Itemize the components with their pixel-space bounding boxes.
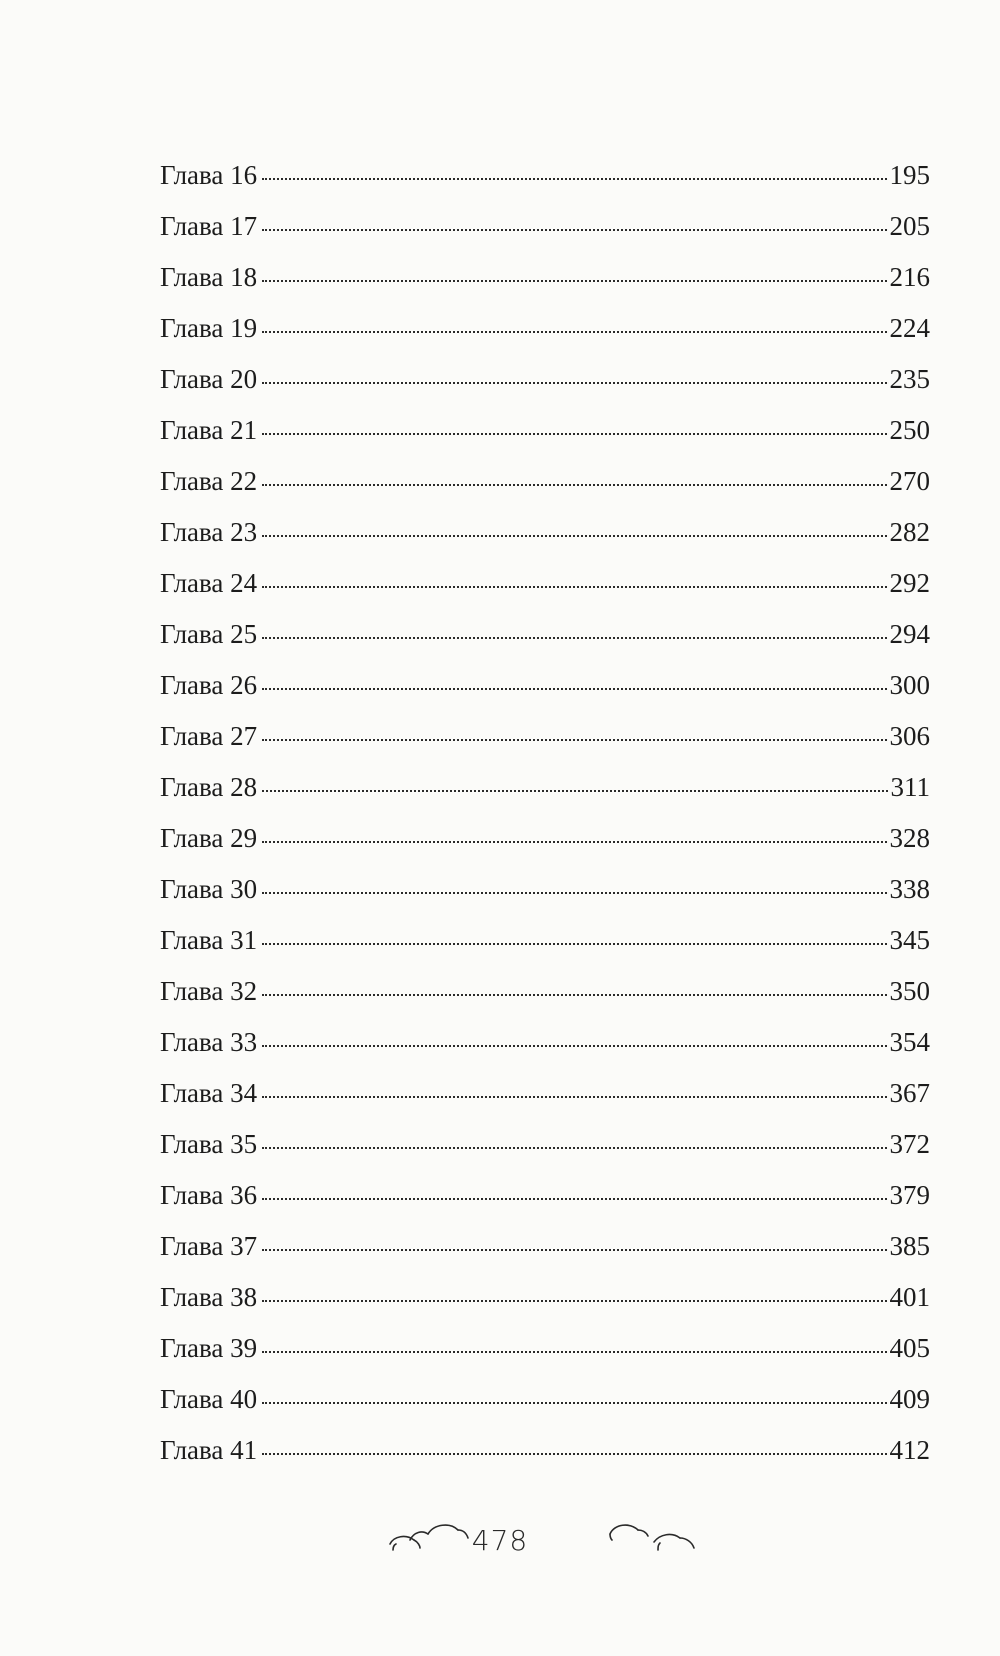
toc-entry-page-number: 345	[889, 925, 930, 955]
dot-leader	[262, 994, 886, 996]
toc-entry	[160, 1272, 930, 1323]
toc-entry-page-number: 412	[889, 1435, 930, 1465]
toc-entry-page-number: 328	[889, 823, 930, 853]
toc-entry-title: Глава 37	[160, 1231, 258, 1261]
toc-entry-page-number: 282	[889, 517, 930, 547]
dot-leader	[262, 1198, 886, 1200]
toc-entry	[160, 456, 930, 507]
dot-leader	[262, 1045, 886, 1047]
toc-entry-page-number: 405	[889, 1333, 930, 1363]
cloud-ornament-icon	[608, 1520, 700, 1565]
page-footer	[0, 1520, 1000, 1580]
toc-entry-title: Глава 25	[160, 619, 258, 649]
dot-leader	[262, 790, 887, 792]
toc-entry-title: Глава 22	[160, 466, 258, 496]
cloud-ornament-icon	[388, 1520, 480, 1565]
toc-entry-title: Глава 35	[160, 1129, 258, 1159]
page-number: 478	[471, 1524, 529, 1557]
toc-entry	[160, 915, 930, 966]
toc-entry	[160, 1425, 930, 1476]
dot-leader	[262, 433, 886, 435]
toc-entry-title: Глава 27	[160, 721, 258, 751]
toc-entry-page-number: 195	[889, 160, 930, 190]
toc-entry-page-number: 205	[889, 211, 930, 241]
toc-entry-page-number: 338	[889, 874, 930, 904]
toc-entry	[160, 660, 930, 711]
table-of-contents	[160, 150, 930, 1476]
toc-entry-title: Глава 41	[160, 1435, 258, 1465]
toc-entry	[160, 507, 930, 558]
toc-entry-page-number: 379	[889, 1180, 930, 1210]
toc-entry-title: Глава 19	[160, 313, 258, 343]
dot-leader	[262, 382, 886, 384]
toc-entry-page-number: 354	[889, 1027, 930, 1057]
toc-entry-page-number: 300	[889, 670, 930, 700]
toc-entry-page-number: 372	[889, 1129, 930, 1159]
dot-leader	[262, 280, 886, 282]
toc-entry-title: Глава 16	[160, 160, 258, 190]
dot-leader	[262, 688, 886, 690]
toc-entry	[160, 1119, 930, 1170]
toc-entry-page-number: 216	[889, 262, 930, 292]
toc-entry-page-number: 294	[889, 619, 930, 649]
toc-entry-title: Глава 40	[160, 1384, 258, 1414]
toc-entry	[160, 1017, 930, 1068]
toc-entry-title: Глава 28	[160, 772, 258, 802]
toc-entry-page-number: 401	[889, 1282, 930, 1312]
dot-leader	[262, 535, 886, 537]
toc-entry	[160, 813, 930, 864]
dot-leader	[262, 637, 886, 639]
dot-leader	[262, 586, 886, 588]
toc-entry	[160, 405, 930, 456]
dot-leader	[262, 1300, 886, 1302]
toc-entry	[160, 1221, 930, 1272]
toc-entry	[160, 1323, 930, 1374]
toc-entry-title: Глава 29	[160, 823, 258, 853]
toc-entry-title: Глава 30	[160, 874, 258, 904]
dot-leader	[262, 892, 886, 894]
toc-entry-title: Глава 32	[160, 976, 258, 1006]
toc-entry	[160, 354, 930, 405]
dot-leader	[262, 1096, 886, 1098]
toc-entry-title: Глава 31	[160, 925, 258, 955]
toc-entry-title: Глава 33	[160, 1027, 258, 1057]
toc-entry-title: Глава 23	[160, 517, 258, 547]
toc-entry-title: Глава 38	[160, 1282, 258, 1312]
dot-leader	[262, 1351, 886, 1353]
toc-entry	[160, 762, 930, 813]
dot-leader	[262, 1402, 886, 1404]
toc-entry-title: Глава 21	[160, 415, 258, 445]
toc-entry	[160, 150, 930, 201]
toc-entry	[160, 609, 930, 660]
toc-entry-title: Глава 18	[160, 262, 258, 292]
toc-entry-page-number: 224	[889, 313, 930, 343]
dot-leader	[262, 229, 886, 231]
toc-entry-page-number: 235	[889, 364, 930, 394]
toc-entry	[160, 711, 930, 762]
dot-leader	[262, 1147, 886, 1149]
dot-leader	[262, 1453, 886, 1455]
toc-entry	[160, 1170, 930, 1221]
toc-entry-title: Глава 17	[160, 211, 258, 241]
toc-entry-page-number: 250	[889, 415, 930, 445]
toc-entry-page-number: 270	[889, 466, 930, 496]
toc-entry-title: Глава 20	[160, 364, 258, 394]
toc-entry-page-number: 385	[889, 1231, 930, 1261]
toc-entry-page-number: 292	[889, 568, 930, 598]
toc-entry-page-number: 367	[889, 1078, 930, 1108]
toc-entry	[160, 201, 930, 252]
toc-entry	[160, 864, 930, 915]
toc-entry-title: Глава 24	[160, 568, 258, 598]
toc-entry-title: Глава 26	[160, 670, 258, 700]
toc-entry-title: Глава 34	[160, 1078, 258, 1108]
toc-entry	[160, 1068, 930, 1119]
toc-entry-title: Глава 39	[160, 1333, 258, 1363]
toc-entry	[160, 252, 930, 303]
toc-entry	[160, 966, 930, 1017]
toc-entry-page-number: 311	[890, 772, 930, 802]
dot-leader	[262, 841, 886, 843]
dot-leader	[262, 943, 886, 945]
toc-entry-page-number: 350	[889, 976, 930, 1006]
dot-leader	[262, 484, 886, 486]
toc-entry-page-number: 409	[889, 1384, 930, 1414]
dot-leader	[262, 739, 886, 741]
dot-leader	[262, 1249, 886, 1251]
toc-entry-title: Глава 36	[160, 1180, 258, 1210]
toc-entry	[160, 558, 930, 609]
toc-entry	[160, 303, 930, 354]
dot-leader	[262, 178, 886, 180]
dot-leader	[262, 331, 886, 333]
toc-entry-page-number: 306	[889, 721, 930, 751]
toc-entry	[160, 1374, 930, 1425]
